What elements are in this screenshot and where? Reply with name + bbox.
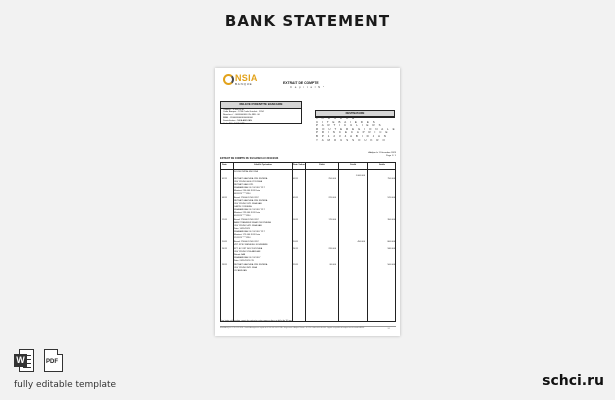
bank-identity-line: Code BIC : NSIACIAB bbox=[223, 122, 245, 125]
cell-date: 28/11 bbox=[222, 263, 228, 266]
description-line: Brand: 270000 1234 07/07 bbox=[234, 197, 259, 200]
legal-footer: NSIA BANQUE CÔTE D'IVOIRE - Société Anonyme au capital de 00 000 000 000 FCFA - Siège social : Abidjan Plateau - RCCM CI-ABJ-0000-B-0000 - Agréée en qualité de banque sous le numéro A0000 bbox=[220, 328, 365, 329]
description-line: NSIA ABIDJAN 24 COCODY PLT bbox=[234, 209, 265, 212]
page-number: Page 1 / 1 bbox=[386, 155, 396, 157]
cell-balance: 500 000 bbox=[387, 263, 395, 266]
description-line: VRT. FPSC MENSUEL NOVEMBRE bbox=[234, 244, 268, 247]
description-line: RETRAIT GAB NSIA 1234 RIVIERA bbox=[234, 178, 268, 181]
description-line: CIV ABIDJAN bbox=[234, 269, 247, 272]
bank-logo bbox=[223, 73, 263, 91]
cell-description bbox=[234, 219, 292, 240]
description-line: Date: 24/11/2023 CIV bbox=[234, 259, 254, 262]
cell-description bbox=[234, 248, 292, 263]
cell-description bbox=[234, 241, 292, 247]
statement-period: EXTRAIT DE COMPTE DU 01/11/2023 AU 30/11/2023 bbox=[220, 157, 279, 160]
description-line: CEV 123456 12/11 NSIA GAB bbox=[234, 203, 262, 206]
column-divider bbox=[305, 163, 306, 321]
document-title: EXTRAIT DE COMPTE bbox=[283, 81, 319, 85]
column-divider bbox=[338, 163, 339, 321]
cell-debit: 80 000 bbox=[329, 263, 336, 266]
cell-debit: 220 000 bbox=[328, 247, 336, 250]
bank-identity-title: RELEVE D'IDENTITE BANCAIRE bbox=[221, 102, 301, 109]
description-line: SOLDE INITIAL EN FCFA bbox=[234, 171, 258, 173]
document-subtitle: C a p i t a l N ° bbox=[290, 85, 326, 89]
description-line: CEV 123456 14/11 NSIA GAB bbox=[234, 225, 262, 228]
file-format-icons bbox=[14, 349, 74, 373]
recipient-line: B P 1 2 3 4 A B I D J A N bbox=[316, 133, 388, 138]
cell-balance: 800 000 bbox=[387, 241, 395, 244]
footer-divider bbox=[220, 326, 396, 327]
pdf-label: PDF bbox=[46, 359, 58, 365]
description-line: RETRAIT GAB NSIA 1234 RIVIERA bbox=[234, 200, 268, 203]
description-line: 08/11/23 ****1234 bbox=[234, 193, 251, 196]
cell-debit: 225 000 bbox=[328, 197, 336, 200]
transactions-table bbox=[220, 162, 396, 322]
cell-balance: 525 000 bbox=[387, 197, 395, 200]
recipient-line: R O U T E R E G I O N A L E bbox=[316, 126, 397, 131]
cell-balance: 580 000 bbox=[387, 247, 395, 250]
cell-date: 15/11 bbox=[222, 219, 228, 222]
pdf-document-icon bbox=[44, 349, 63, 372]
description-line: Date: 14/11/2023 bbox=[234, 228, 250, 231]
cell-date: 20/11 bbox=[222, 241, 228, 244]
bank-identity-line: Code Banque : 1234 Code Guichet : 1234 bbox=[223, 111, 264, 114]
cell-value-date: 24/11 bbox=[293, 247, 299, 250]
recipient-line: Y A M O U S S O U K R O bbox=[316, 137, 387, 142]
cell-value-date: 29/11 bbox=[293, 263, 299, 266]
cell-date: 08/11 bbox=[222, 197, 228, 200]
pdf-fold bbox=[57, 349, 63, 355]
statement-date: Abidjan le 1 Décembre 2023 bbox=[368, 152, 396, 154]
description-line: RETRAIT GAB 07/11 bbox=[234, 184, 254, 187]
header-balance: Solde bbox=[379, 164, 385, 166]
recipient-line: P A R T I C U L I E R S bbox=[316, 123, 383, 128]
word-document-icon bbox=[14, 349, 34, 372]
description-line: FPT. EC VRT NOV 2023 NSIA bbox=[234, 247, 263, 250]
description-line: CARTE 2 RIVIERA bbox=[234, 206, 252, 209]
recipient-line: P R I N C E C A P R I C E bbox=[316, 130, 389, 135]
logo-sub: BANQUE bbox=[235, 82, 253, 86]
cell-value-date: 03/11 bbox=[293, 178, 299, 181]
recipient-title: DESTINATAIRE bbox=[316, 111, 394, 117]
description-line: NSIA ABIDJAN 24 COCODY PLT bbox=[234, 231, 265, 234]
word-badge: W bbox=[14, 354, 27, 367]
description-line: Retrait GAB bbox=[234, 253, 246, 256]
bank-identity-box bbox=[220, 101, 302, 124]
description-line: Brand: 270000 1234 07/07 bbox=[234, 241, 259, 244]
cell-description bbox=[234, 178, 292, 196]
bank-identity-line: IBAN : CI00000000000000000 bbox=[223, 117, 253, 120]
bank-identity-line: Domiciliation : NSIA ABIDJAN bbox=[223, 120, 252, 123]
cell-credit: 450 000 bbox=[357, 241, 365, 244]
cell-date: 24/11 bbox=[222, 247, 228, 250]
table-header bbox=[221, 163, 395, 170]
statement-document bbox=[215, 68, 400, 336]
description-line: CEV 123456 1234 ABIDJAN bbox=[234, 250, 261, 253]
description-line: Montant: 175 000 XOF Date bbox=[234, 234, 260, 237]
recipient-address bbox=[315, 117, 395, 142]
cell-balance: 750 000 bbox=[387, 178, 395, 181]
page-heading: BANK STATEMENT bbox=[224, 12, 391, 30]
column-divider bbox=[367, 163, 368, 321]
bank-identity-line: Numéro n° : 0000000000 Clé RIB : 00 bbox=[223, 114, 260, 117]
recipient-line: J O H N D O E bbox=[316, 116, 356, 120]
cell-value-date: 09/11 bbox=[293, 197, 299, 200]
cell-credit: 1 000 000 bbox=[355, 174, 365, 177]
description-line: 09/11/23 ****1234 bbox=[234, 215, 251, 218]
description-line: CEV 123456 0000 07/11 NSIA bbox=[234, 181, 263, 184]
footer-page-number: 1/1 bbox=[387, 328, 390, 330]
description-line: CEV 123456 28/11 NSIA bbox=[234, 266, 257, 269]
description-line: Montant: 225 000 XOF Date bbox=[234, 212, 260, 215]
header-description: Libellé Opération bbox=[254, 164, 272, 166]
footnote: Pour toute réclamation, merci de contacter votre agence dans un délai de 30 jours. bbox=[220, 320, 294, 322]
description-line: Montant: 250 000 XOF Date bbox=[234, 190, 260, 193]
header-credit: Crédit bbox=[349, 164, 357, 166]
description-line: RETRAIT GAB NSIA 1234 RIVIERA bbox=[234, 263, 268, 266]
header-date: Date bbox=[222, 164, 227, 166]
logo-name: NSIA bbox=[235, 73, 258, 83]
cell-debit: 175 000 bbox=[328, 219, 336, 222]
header-debit: Débit bbox=[319, 164, 325, 166]
cell-debit: 250 000 bbox=[328, 178, 336, 181]
description-line: 15/11/23 ****1234 bbox=[234, 237, 251, 240]
header-value-date: Date Valeur bbox=[293, 164, 305, 166]
editable-template-note: fully editable template bbox=[14, 380, 117, 390]
logo-mark-icon bbox=[223, 74, 234, 85]
cell-description bbox=[234, 264, 292, 273]
description-line: BANK TRANSFER NSIA 1234 RIVIERA bbox=[234, 222, 271, 225]
description-line: NSIA ABIDJAN 24 COCODY bbox=[234, 256, 261, 259]
cell-balance: 350 000 bbox=[387, 219, 395, 222]
cell-value-date: 16/11 bbox=[293, 219, 299, 222]
description-line: NSIA ABIDJAN 24 COCODY PLT bbox=[234, 187, 265, 190]
description-line: Brand: 270000 1234 07/07 bbox=[234, 219, 259, 222]
cell-date: 02/11 bbox=[222, 178, 228, 181]
cell-description bbox=[234, 171, 292, 174]
cell-description bbox=[234, 197, 292, 218]
recipient-line: C I T E B A I E D E S bbox=[316, 119, 377, 124]
cell-value-date: 20/11 bbox=[293, 241, 299, 244]
bank-identity-line: Titulaire : JOHN DOE bbox=[223, 108, 244, 111]
site-watermark[interactable]: schci.ru bbox=[542, 373, 604, 389]
